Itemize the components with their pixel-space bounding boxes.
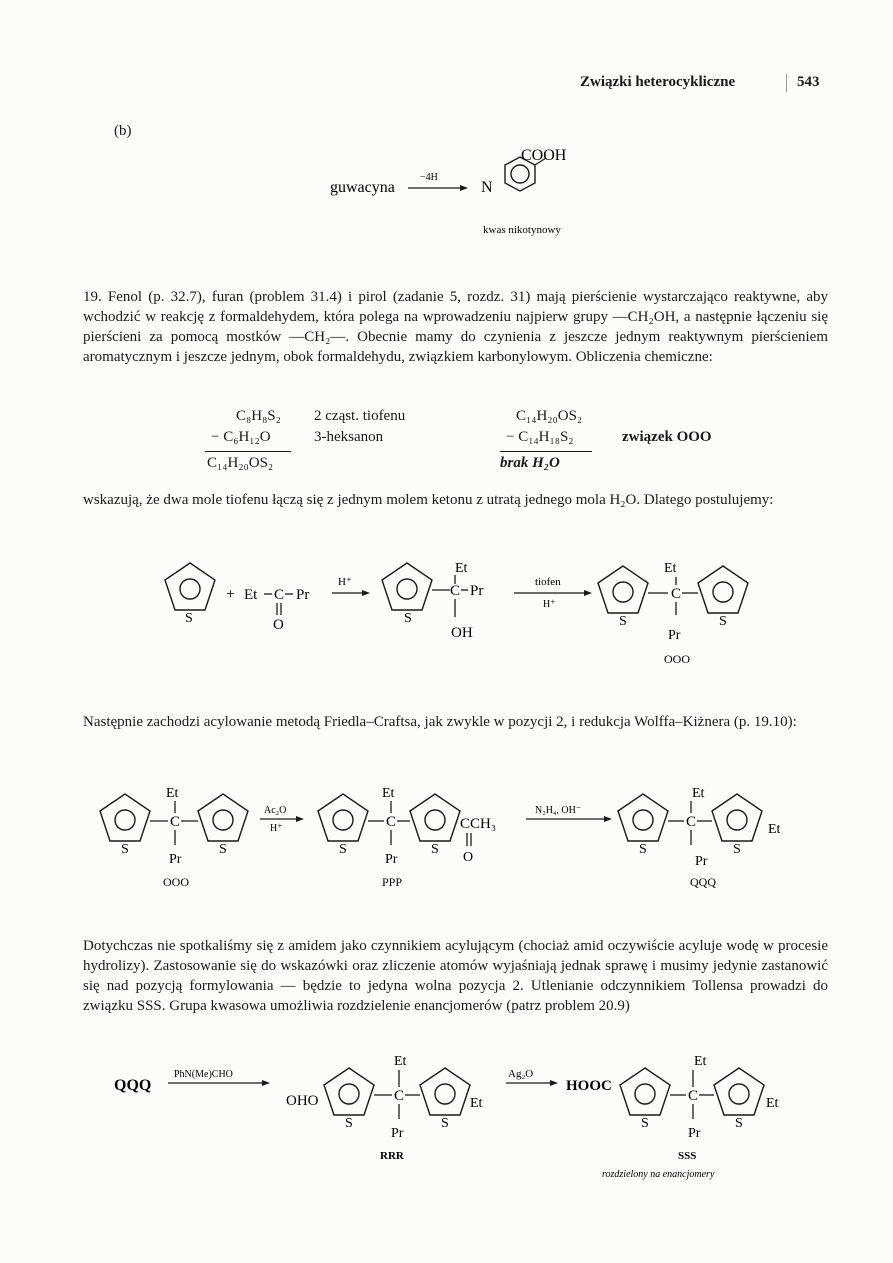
product-label-ooo: OOO: [664, 652, 690, 666]
propyl-group: Pr: [296, 587, 310, 603]
label-sss: SSS: [678, 1150, 697, 1162]
reactant-name: guwacyna: [330, 179, 395, 196]
plus-sign: +: [226, 586, 236, 603]
svg-text:C: C: [386, 814, 397, 830]
svg-text:Et: Et: [166, 786, 179, 801]
svg-text:S: S: [185, 611, 193, 626]
ethyl-group: Et: [244, 587, 258, 603]
amide-text: Dotychczas nie spotkaliśmy się z amidem jako czynnikiem acylującym (chociaż amid oczywiście acyluje wodę w procesie hydrolizy). Zastosowanie się do wskazówki oraz zliczenie atomów wyjaśniają jednak sprawę i musimy jedynie zastanowić się nad pozycją formylowania — będzie to jedyna wolna pozycja 2. Utlenianie odczynnikiem Tollensa prowadzi do związku SSS. Grupa kwasowa umożliwia rozdzielenie enancjomerów (patrz problem 20.9): [83, 938, 828, 1014]
arrowhead: [296, 816, 304, 822]
arrowhead: [584, 590, 592, 596]
svg-text:Et: Et: [470, 1096, 483, 1111]
reagent-formamide: PhN(Me)CHO: [174, 1069, 233, 1080]
calc-left-rule: [205, 451, 291, 452]
svg-text:Et: Et: [766, 1096, 779, 1111]
arrowhead: [550, 1080, 558, 1086]
svg-text:S: S: [639, 842, 647, 857]
scheme-acylation: [90, 783, 810, 893]
reagent-ag2o: Ag₂O: [508, 1068, 534, 1080]
postulate-text: wskazują, że dwa mole tiofenu łączą się z jednym molem ketonu z utratą jednego mola H₂O. Dlatego postulujemy:: [83, 492, 774, 508]
svg-text:C: C: [688, 1088, 699, 1104]
label-qqq: QQQ: [690, 875, 716, 889]
svg-text:S: S: [735, 1116, 743, 1131]
oxygen-atom: O: [273, 617, 284, 633]
calc-right-r2: − C₁₄H₁₈S₂: [506, 429, 574, 445]
catalyst-label: H⁺: [338, 576, 352, 588]
scheme-condensation: [150, 555, 770, 670]
page-number: 543: [797, 74, 820, 90]
svg-text:C: C: [671, 586, 682, 602]
compound-sss: [566, 1054, 779, 1141]
problem-19-text: 19. Fenol (p. 32.7), furan (problem 31.4) i pirol (zadanie 5, rozdz. 31) mają pierścienie wystarczająco reaktywne, aby wchodzić w reakcję z formaldehydem, która polega na wprowadzeniu najpierw grupy —CH₂OH, a następnie łączeniu się pierścieni za pomocą mostków —CH₂—. Obecnie mamy do czynienia z jeszcze jednym reaktywnym pierścieniem aromatycznym i jeszcze jednym, obok formaldehydu, związkiem karbonylowym. Obliczenia chemiczne:: [83, 289, 828, 365]
part-label: (b): [114, 123, 132, 139]
svg-text:Pr: Pr: [470, 583, 484, 599]
svg-text:O: O: [463, 850, 474, 865]
svg-text:Pr: Pr: [385, 852, 398, 867]
svg-text:C: C: [394, 1088, 405, 1104]
reagent-hydrazine: N₂H₄, OH⁻: [535, 805, 582, 816]
arrowhead: [262, 1080, 270, 1086]
reagent-hplus: H⁺: [270, 823, 283, 834]
header-separator: [786, 74, 787, 92]
carbonyl-carbon: C: [274, 587, 285, 603]
svg-text:Pr: Pr: [695, 854, 708, 869]
svg-text:Et: Et: [768, 822, 781, 837]
compound-ooo: [100, 786, 248, 867]
svg-text:Et: Et: [692, 786, 705, 801]
arrowhead: [362, 590, 370, 596]
arrowhead: [460, 185, 468, 191]
svg-text:S: S: [404, 611, 412, 626]
calc-right-r2-label: związek OOO: [622, 429, 712, 445]
enantiomer-note: rozdzielony na enancjomery: [602, 1169, 715, 1180]
svg-text:HOOC: HOOC: [566, 1078, 612, 1094]
svg-text:Et: Et: [664, 561, 677, 576]
svg-text:S: S: [641, 1116, 649, 1131]
cooh-group: COOH: [521, 147, 567, 164]
svg-text:C: C: [170, 814, 181, 830]
svg-text:S: S: [441, 1116, 449, 1131]
reagent-ac2o: Ac₂O: [264, 805, 287, 816]
label-rrr: RRR: [380, 1150, 404, 1162]
svg-text:Et: Et: [382, 786, 395, 801]
running-header-title: Związki heterocykliczne: [580, 74, 736, 90]
svg-text:CCH₃: CCH₃: [460, 816, 497, 832]
scheme-nicotinic: [290, 140, 610, 240]
acylation-text: Następnie zachodzi acylowanie metodą Friedla–Craftsa, jak zwykle w pozycji 2, i redukcja Wolffa–Kiżnera (p. 19.10):: [83, 714, 797, 730]
svg-text:S: S: [619, 614, 627, 629]
aromatic-circle: [511, 165, 529, 183]
svg-text:OH: OH: [451, 625, 473, 641]
svg-text:Et: Et: [694, 1054, 707, 1069]
svg-text:S: S: [339, 842, 347, 857]
svg-text:Et: Et: [394, 1054, 407, 1069]
svg-text:Et: Et: [455, 561, 468, 576]
hydroxy-intermediate: [382, 561, 483, 641]
arrowhead: [604, 816, 612, 822]
start-qqq: QQQ: [114, 1077, 152, 1094]
compound-rrr: [286, 1054, 483, 1141]
thiophene-reactant: [165, 563, 215, 626]
scheme-formylation: [110, 1043, 810, 1183]
label-ooo: OOO: [163, 875, 189, 889]
calc-right-r1: C₁₄H₂₀OS₂: [516, 408, 583, 424]
calc-right-rule: [500, 451, 592, 452]
svg-text:S: S: [719, 614, 727, 629]
svg-text:Pr: Pr: [688, 1126, 701, 1141]
svg-text:S: S: [345, 1116, 353, 1131]
calc-left-result: C₁₄H₂₀OS₂: [207, 455, 274, 471]
bithienyl-product: [598, 561, 748, 643]
calc-right-result: brak H₂O: [500, 455, 560, 471]
svg-text:Pr: Pr: [169, 852, 182, 867]
product-name: kwas nikotynowy: [483, 224, 561, 236]
svg-text:S: S: [431, 842, 439, 857]
svg-text:S: S: [733, 842, 741, 857]
svg-text:Pr: Pr: [391, 1126, 404, 1141]
calc-left-r1-label: 2 cząst. tiofenu: [314, 408, 406, 424]
svg-text:S: S: [121, 842, 129, 857]
compound-qqq: [618, 786, 781, 869]
arrow-label: −4H: [420, 172, 438, 183]
arrow-catalyst: H⁺: [543, 599, 556, 610]
svg-text:C: C: [686, 814, 697, 830]
svg-text:S: S: [219, 842, 227, 857]
calc-left-r2: − C₆H₁₂O: [211, 429, 271, 445]
arrow-reagent: tiofen: [535, 576, 561, 588]
svg-text:Pr: Pr: [668, 628, 681, 643]
calc-left-r1: C₈H₈S₂: [236, 408, 281, 424]
svg-text:OHO: OHO: [286, 1093, 319, 1109]
svg-text:C: C: [450, 583, 461, 599]
calc-left-r2-label: 3-heksanon: [314, 429, 384, 445]
nitrogen-atom: N: [481, 179, 493, 196]
compound-ppp: [318, 786, 496, 867]
label-ppp: PPP: [382, 875, 403, 889]
